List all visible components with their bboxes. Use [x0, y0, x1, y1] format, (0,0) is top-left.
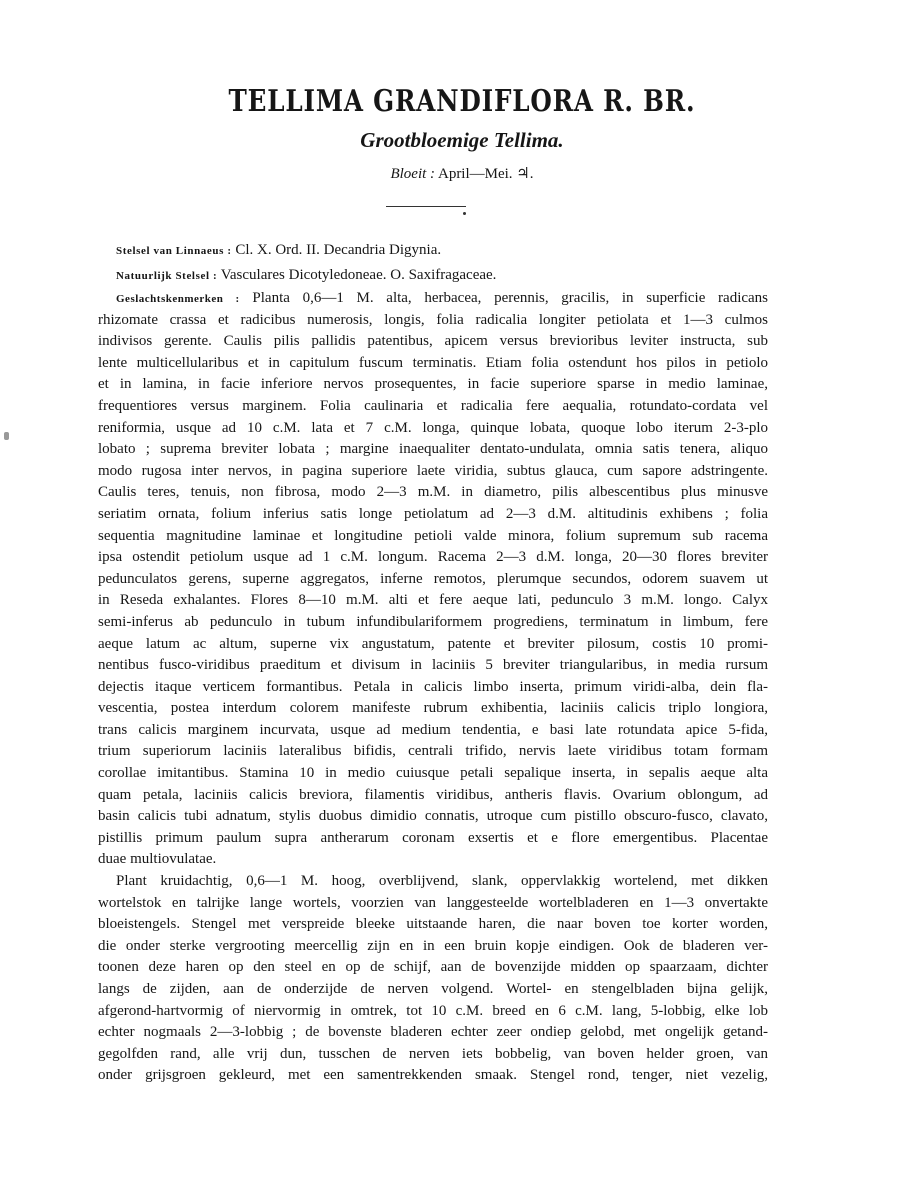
dutch-line: gegolfden rand, alle vrij dun, tusschen de nerven iets bobbelig, van boven helder groen, van: [98, 1045, 768, 1062]
linnaeus-system: [98, 238, 768, 263]
latin-line: vescentia, postea interdum colorem manifeste rubrum exhibentia, laciniis calicis triplo longiora,: [98, 700, 768, 717]
dutch-line: wortelstok en talrijke lange wortels, voorzien van langgesteelde wortelbladeren en 1—3 onvertakte: [98, 894, 768, 911]
latin-line: et in lamina, in facie inferiore nervos prosequentes, in facie superiore sparse in medio laminae,: [98, 376, 768, 393]
dutch-line: die onder sterke vergrooting meercellig zijn en in een bruin kopje eindigen. Ook de bladeren ver-: [98, 937, 768, 954]
dutch-line: echter nogmaals 2—3-lobbig ; de bovenste bladeren echter zeer ondiep gelobd, met ongelijk getand-: [98, 1024, 768, 1041]
flowering-value: April—Mei. ♃.: [437, 166, 534, 182]
linnaeus-label: Stelsel van Linnaeus :: [116, 245, 232, 257]
latin-line: indivisos gerente. Caulis pilis pallidis patentibus, apicem versus brevioribus leviter instructa, sub: [98, 333, 768, 350]
latin-line: pedunculatos gerens, superne aggregatos, inferne remotos, plerumque secundos, odorem suavem ut: [98, 570, 768, 587]
latin-line: dejectis itaque verticem formantibus. Petala in calicis limbo inserta, primum viridi-alba, dein fla-: [98, 678, 768, 695]
latin-line: lente multicellularibus et in capitulum fuscum terminatis. Etiam folia ostendunt hos pilos in petiolo: [98, 354, 768, 371]
page-subtitle: Grootbloemige Tellima.: [360, 128, 564, 152]
latin-line: trium superiorum laciniis lateralibus bifidis, centrali trifido, nervis laete viridibus totam formam: [98, 743, 768, 760]
divider-dot: [463, 212, 466, 215]
dutch-line: onder grijsgroen gekleurd, met een samentrekkenden smaak. Stengel rond, tenger, niet vezelig,: [98, 1067, 768, 1084]
latin-line: lobato ; suprema breviter lobata ; margine inaequaliter dentato-undulata, omnia satis tenera, aliquo: [98, 441, 768, 458]
flowering-label: Bloeit :: [390, 166, 436, 182]
latin-line: rhizomate crassa et radicibus numerosis, longis, folia radicalia longiter petiolata et 1—3 culmos: [98, 311, 768, 328]
latin-line: in Reseda exhalantes. Flores 8—10 m.M. alti et fere aeque lati, pedunculo 3 m.M. longo. Calyx: [98, 592, 768, 609]
linnaeus-value: Cl. X. Ord. II. Decandria Digynia.: [235, 242, 442, 258]
dutch-line: bloeistengels. Stengel met verspreide bleeke uitstaande haren, die naar boven toe korter worden,: [98, 916, 768, 933]
latin-line: ipsa ostendit petiolum usque ad 1 c.M. longum. Racema 2—3 d.M. longa, 20—30 flores breviter: [98, 549, 768, 566]
page-title: TELLIMA GRANDIFLORA R. BR.: [228, 84, 696, 119]
latin-line: duae multiovulatae.: [98, 851, 217, 868]
natural-system-value: Vasculares Dicotyledoneae. O. Saxifragaceae.: [220, 267, 497, 283]
scan-edge-mark: [4, 432, 9, 440]
latin-line: [98, 288, 768, 310]
latin-line: frequentiores versus marginem. Folia caulinaria et radicalia fere aequalia, rotundato-cordata vel: [98, 397, 768, 414]
natural-system: [98, 263, 768, 288]
latin-label: Geslachtskenmerken :: [116, 293, 240, 305]
latin-line: Caulis teres, tenuis, non fibrosa, modo 2—3 m.M. in diametro, pilis albescentibus plus minusve: [98, 484, 768, 501]
latin-line: trans calicis marginem incurvata, usque ad medium tendentia, e basi late rotundata apice 5-fida,: [98, 721, 768, 738]
latin-line: modo rugosa inter nervos, in pagina superiore laete viridia, subtus glauca, cum sapore adstringente.: [98, 462, 768, 479]
latin-line: nentibus fusco-viridibus praeditum et divisum in laciniis 5 breviter triangularibus, in media rursum: [98, 657, 768, 674]
latin-line: semi-inferus ab pedunculo in tubum infundibulariformem progrediens, terminatum in limbum, fere: [98, 613, 768, 630]
latin-line: aeque latum ac altum, superne vix angustatum, patente et breviter pilosum, costis 10 promi-: [98, 635, 768, 652]
latin-line-text: Planta 0,6—1 M. alta, herbacea, perennis, gracilis, in superficie radicans: [252, 290, 769, 306]
latin-line: basin calicis tubi adnatum, stylis duobus dimidio connatis, utroque cum pistillo obscuro-fusco, clavato,: [98, 808, 768, 825]
dutch-line: toonen deze haren op den steel en op de schijf, aan de bovenzijde midden op spaarzaam, dichter: [98, 959, 768, 976]
text-body: [98, 238, 768, 1087]
dutch-description: [98, 871, 768, 1087]
latin-line: seriatim ornata, folium inferius satis longe petiolatum ad 2—3 d.M. altitudinis exhibens ; folia: [98, 505, 768, 522]
latin-line: sequentia magnitudine laminae et longitudine petioli valde minora, folium supremum sub racema: [98, 527, 768, 544]
flowering-period: [0, 164, 924, 183]
natural-system-label: Natuurlijk Stelsel :: [116, 270, 218, 282]
latin-line: quam petala, laciniis calicis breviora, filamentis viridibus, antheris flavis. Ovarium oblongum, ad: [98, 786, 768, 803]
latin-line: reniformia, usque ad 10 c.M. lata et 7 c.M. longa, quinque lobata, quoque lobo iterum 2-3-plo: [98, 419, 768, 436]
title-divider: [386, 206, 466, 207]
latin-line: corollae imitantibus. Stamina 10 in medio cuiusque petali sepalique inserta, in sepalis aeque alta: [98, 765, 768, 782]
dutch-line: afgerond-hartvormig of niervormig in omtrek, tot 10 c.M. breed en 6 c.M. lang, 5-lobbig, elke lob: [98, 1002, 768, 1019]
latin-line: pistillis primum paulum supra antherarum coronam exsertis et e flore emergentibus. Placentae: [98, 829, 768, 846]
latin-description: [98, 288, 768, 871]
dutch-line: Plant kruidachtig, 0,6—1 M. hoog, overblijvend, slank, oppervlakkig wortelend, met dikken: [116, 873, 768, 890]
dutch-line: langs de zijden, aan de onderzijde de nerven volgend. Wortel- en stengelbladen bijna gelijk,: [98, 981, 768, 997]
